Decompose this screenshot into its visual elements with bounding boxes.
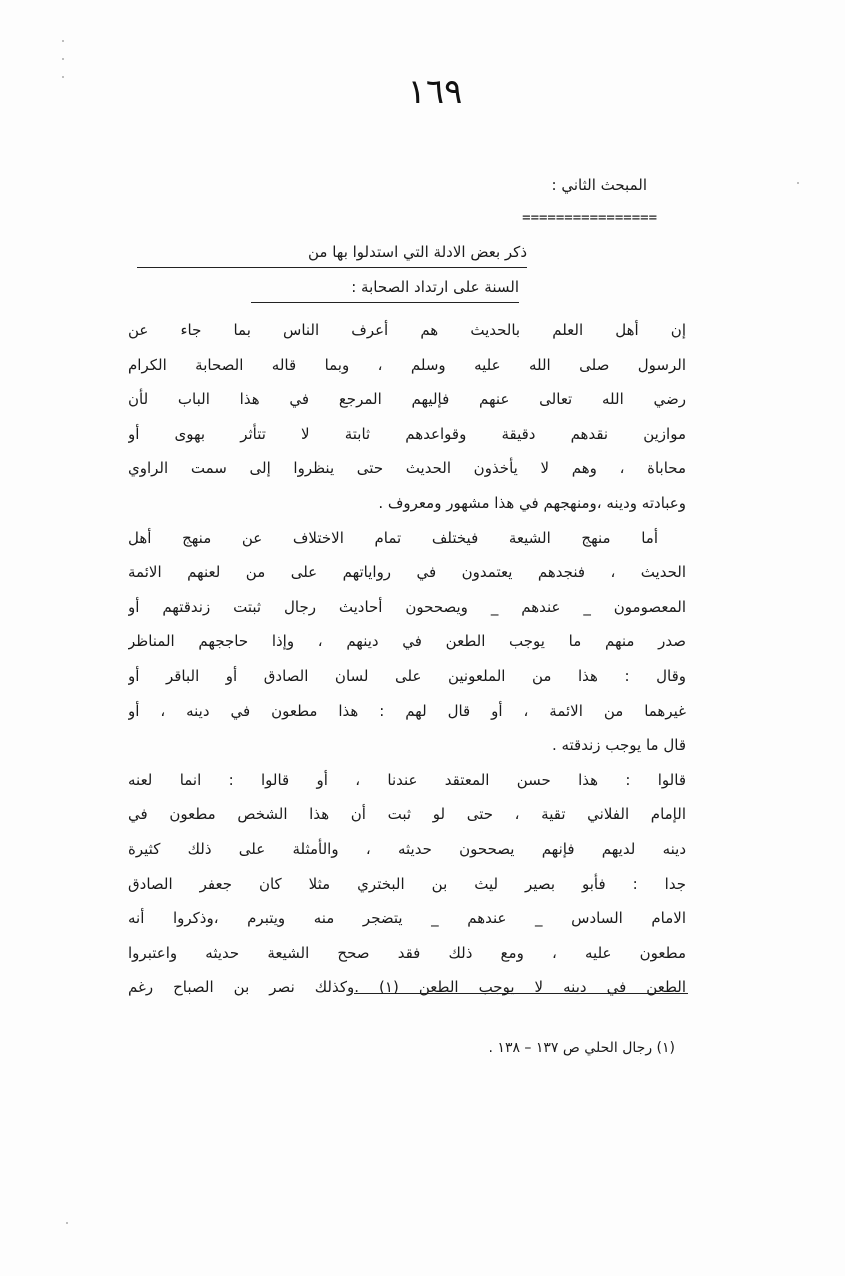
- body-line: قال ما يوجب زندقته .: [551, 736, 686, 755]
- scan-speck: [62, 40, 64, 42]
- footnote: (١) رجال الحلي ص ١٣٧ – ١٣٨ .: [488, 1040, 675, 1056]
- body-line: أما منهج الشيعة فيختلف تمام الاختلاف عن منهج أهل: [128, 528, 658, 547]
- body-line: الامام السادس _ عندهم _ يتضجر منه ويتبرم ،وذكروا أنه: [128, 909, 686, 928]
- section-title-line-2: السنة على ارتداد الصحابة :: [251, 278, 519, 303]
- body-line: المعصومون _ عندهم _ ويصححون أحاديث رجال ثبتت زندقتهم أو: [128, 597, 686, 616]
- body-line: الرسول صلى الله عليه وسلم ، وبما قاله الصحابة الكرام: [128, 355, 686, 374]
- body-line: وقال : هذا من الملعونين على لسان الصادق أو الباقر أو: [128, 666, 686, 685]
- body-line: موازين نقدهم دقيقة وقواعدهم ثابتة لا تتأثر بهوى أو: [128, 424, 686, 443]
- body-line: الطعن في دينه لا يوجب الطعن (١) .وكذلك نصر بن الصباح رغم: [128, 978, 686, 997]
- body-line: الإمام الفلاني تقية ، حتى لو ثبت أن هذا الشخص مطعون في: [128, 805, 686, 824]
- body-line: رضي الله تعالى عنهم فإليهم المرجع في هذا الباب لأن: [128, 390, 686, 409]
- body-line: الحديث ، فنجدهم يعتمدون في رواياتهم على من لعنهم الائمة: [128, 563, 686, 582]
- body-line: إن أهل العلم بالحديث هم أعرف الناس بما جاء عن: [128, 321, 686, 339]
- section-title-line-1: ذكر بعض الادلة التي استدلوا بها من: [137, 243, 527, 268]
- scan-speck: [66, 1222, 68, 1224]
- section-label: المبحث الثاني :: [551, 176, 647, 194]
- body-line: مطعون عليه ، ومع ذلك فقد صحح الشيعة حديثه واعتبروا: [128, 943, 686, 962]
- body-line: دينه لديهم فإنهم يصححون حديثه ، والأمثلة على ذلك كثيرة: [128, 839, 686, 858]
- body-line: صدر منهم ما يوجب الطعن في دينهم ، وإذا حاججهم المناظر: [128, 632, 686, 651]
- body-line: محاباة ، وهم لا يأخذون الحديث حتى ينظروا إلى سمت الراوي: [128, 459, 686, 478]
- body-line: جدا : فأبو بصير ليث بن البختري مثلا كان جعفر الصادق: [128, 874, 686, 893]
- body-line: غيرهما من الائمة ، أو قال لهم : هذا مطعون في دينه ، أو: [128, 701, 686, 720]
- scan-speck: [62, 58, 64, 60]
- page-number: ١٦٩: [407, 72, 463, 112]
- scan-speck: [797, 182, 799, 184]
- section-underline: ================: [522, 210, 657, 226]
- body-line: قالوا : هذا حسن المعتقد عندنا ، أو قالوا : انما لعنه: [128, 770, 686, 789]
- scan-speck: [62, 76, 64, 78]
- body-line: وعبادته ودينه ،ومنهجهم في هذا مشهور ومعروف .: [378, 493, 686, 512]
- footnote-divider: [354, 993, 688, 994]
- body-text: [128, 313, 686, 1005]
